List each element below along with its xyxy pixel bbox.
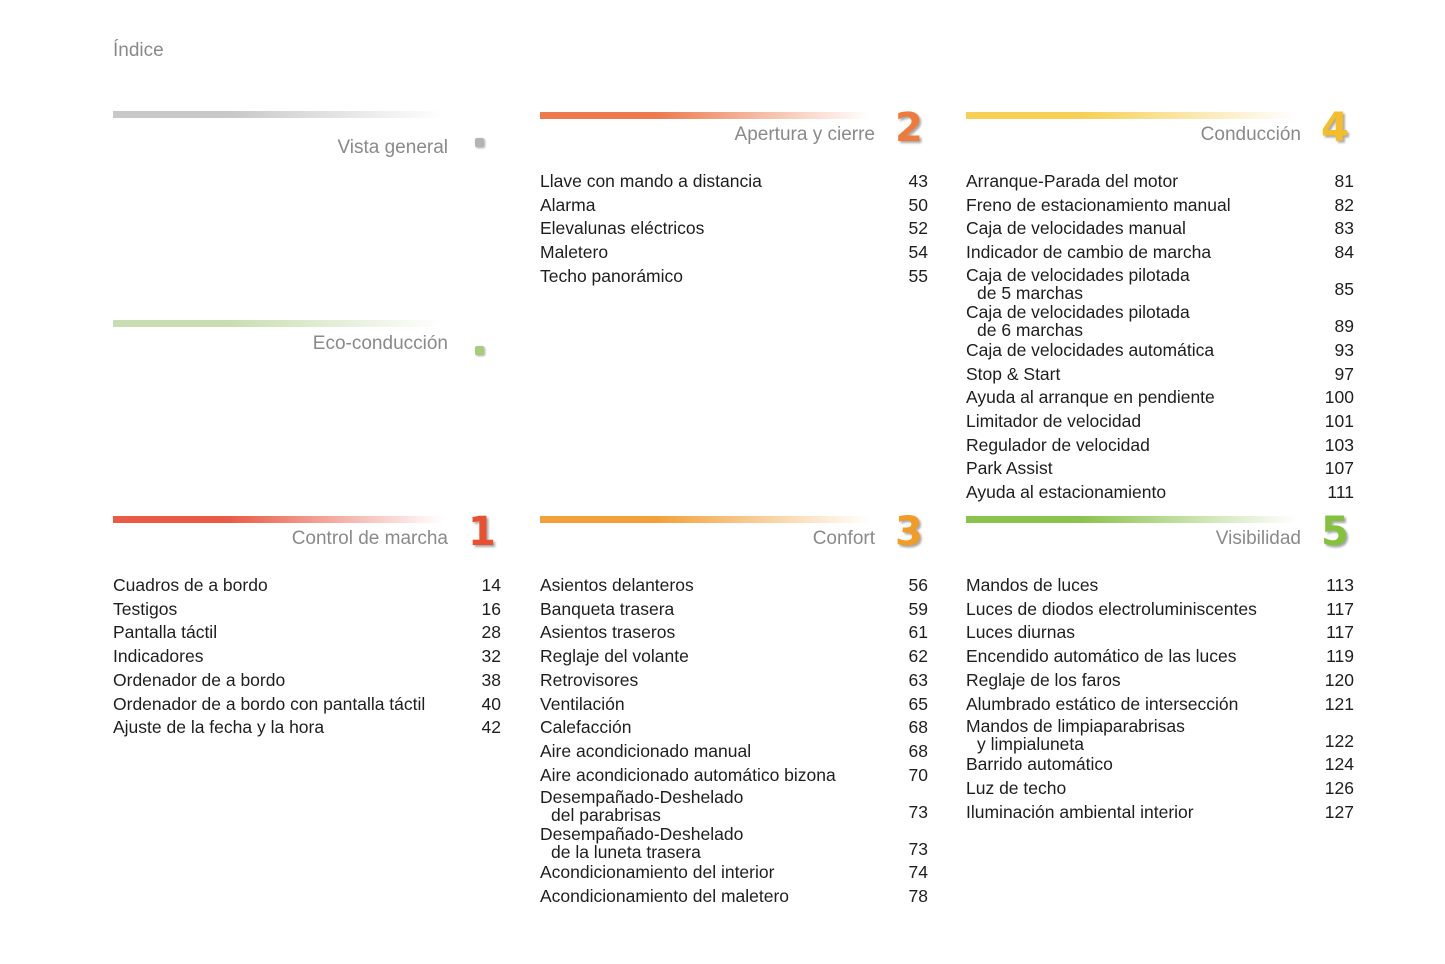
entry-page-number: 16 [481, 598, 501, 619]
section-title[interactable]: Apertura y cierre [734, 124, 875, 145]
toc-entry[interactable] [113, 574, 503, 598]
toc-entry[interactable] [966, 598, 1356, 622]
entry-page-number: 121 [1324, 693, 1354, 714]
toc-list [540, 574, 930, 909]
section-title[interactable]: Eco-conducción [312, 333, 448, 354]
toc-entry[interactable] [113, 716, 503, 740]
entry-label: Park Assist [966, 458, 1053, 479]
toc-entry[interactable] [113, 693, 503, 717]
entry-label: Ajuste de la fecha y la hora [113, 717, 325, 738]
entry-label-continued: y limpialuneta [977, 734, 1084, 755]
entry-label: Iluminación ambiental interior [966, 801, 1194, 822]
entry-label: Limitador de velocidad [966, 410, 1142, 431]
entry-page-number: 120 [1324, 669, 1354, 690]
toc-entry[interactable] [540, 764, 930, 788]
entry-page-number: 43 [908, 171, 928, 191]
toc-entry[interactable] [966, 669, 1356, 693]
toc-entry[interactable] [540, 217, 930, 241]
toc-entry[interactable] [540, 170, 930, 194]
section-title[interactable]: Conducción [1200, 124, 1301, 145]
toc-list [540, 170, 930, 289]
toc-entry[interactable] [966, 645, 1356, 669]
toc-entry[interactable] [966, 339, 1356, 363]
toc-entry[interactable] [540, 693, 930, 717]
entry-page-number: 42 [481, 717, 501, 738]
section-color-bar [113, 320, 443, 327]
entry-page-number: 111 [1327, 482, 1354, 503]
entry-page-number: 113 [1326, 575, 1354, 595]
section-title[interactable]: Visibilidad [1215, 528, 1301, 549]
section-color-bar [540, 516, 870, 523]
toc-entry[interactable] [966, 410, 1356, 434]
entry-label: Techo panorámico [540, 265, 683, 286]
toc-entry[interactable] [966, 457, 1356, 481]
toc-entry[interactable] [540, 716, 930, 740]
entry-page-number: 61 [908, 622, 928, 643]
entry-page-number: 55 [908, 265, 928, 286]
entry-label: Indicador de cambio de marcha [966, 242, 1212, 263]
toc-entry[interactable] [966, 302, 1356, 339]
entry-label: Aire acondicionado manual [540, 740, 752, 761]
section-color-bar [540, 112, 870, 119]
section-title[interactable]: Confort [812, 528, 875, 549]
entry-label: Ayuda al estacionamiento [966, 482, 1167, 503]
entry-label: Aire acondicionado automático bizona [540, 764, 836, 785]
entry-label: Mandos de luces [966, 575, 1099, 595]
entry-label: Ventilación [540, 693, 625, 714]
entry-page-number: 117 [1326, 598, 1354, 619]
entry-label: Alarma [540, 194, 596, 215]
entry-page-number: 100 [1324, 387, 1354, 408]
toc-entry[interactable] [540, 194, 930, 218]
section-title[interactable]: Control de marcha [291, 528, 448, 549]
entry-page-number: 28 [481, 622, 501, 643]
toc-entry[interactable] [113, 598, 503, 622]
entry-label: Encendido automático de las luces [966, 646, 1237, 667]
entry-page-number: 83 [1334, 218, 1354, 239]
toc-entry[interactable] [540, 241, 930, 265]
entry-label: Barrido automático [966, 754, 1113, 775]
toc-entry[interactable] [540, 598, 930, 622]
toc-entry[interactable] [966, 241, 1356, 265]
toc-entry[interactable] [540, 265, 930, 289]
section-number-badge: 2 [895, 105, 923, 151]
entry-label: Calefacción [540, 717, 632, 738]
entry-label: Mandos de limpiaparabrisas [966, 716, 1185, 737]
toc-entry[interactable] [966, 801, 1356, 825]
toc-entry[interactable] [540, 740, 930, 764]
section-marker-icon [475, 138, 484, 147]
entry-page-number: 59 [908, 598, 928, 619]
section-color-bar [113, 111, 443, 118]
entry-label: Testigos [113, 598, 178, 619]
entry-page-number: 65 [908, 693, 928, 714]
entry-page-number: 32 [481, 646, 501, 667]
entry-label: Asientos delanteros [540, 575, 694, 595]
entry-label: Ordenador de a bordo con pantalla táctil [113, 693, 426, 714]
toc-entry[interactable] [966, 386, 1356, 410]
toc-entry[interactable] [966, 716, 1356, 753]
toc-entry[interactable] [966, 434, 1356, 458]
entry-label: Desempañado-Deshelado [540, 787, 744, 808]
toc-entry[interactable] [113, 669, 503, 693]
toc-list [966, 574, 1356, 824]
entry-label: Asientos traseros [540, 622, 676, 643]
entry-page-number: 101 [1324, 410, 1354, 431]
entry-page-number: 50 [908, 194, 928, 215]
toc-entry[interactable] [540, 669, 930, 693]
entry-label: Pantalla táctil [113, 622, 218, 643]
entry-label: Desempañado-Deshelado [540, 824, 744, 845]
entry-page-number: 124 [1324, 754, 1354, 775]
entry-page-number: 78 [908, 886, 928, 907]
entry-label: Arranque-Parada del motor [966, 171, 1179, 191]
entry-page-number: 68 [908, 717, 928, 738]
section-color-bar [966, 112, 1296, 119]
toc-entry[interactable] [113, 621, 503, 645]
entry-page-number: 127 [1324, 801, 1354, 822]
entry-label: Regulador de velocidad [966, 434, 1150, 455]
page-title: Índice [113, 40, 164, 61]
entry-label: Freno de estacionamiento manual [966, 194, 1231, 215]
entry-page-number: 70 [908, 764, 928, 785]
entry-label-continued: de 5 marchas [977, 282, 1084, 303]
entry-label: Acondicionamiento del maletero [540, 886, 790, 907]
entry-page-number: 14 [481, 575, 501, 595]
toc-entry[interactable] [540, 861, 930, 885]
entry-page-number: 122 [1324, 730, 1354, 751]
entry-label: Retrovisores [540, 669, 639, 690]
entry-page-number: 103 [1324, 434, 1354, 455]
entry-label: Caja de velocidades manual [966, 218, 1186, 239]
toc-entry[interactable] [540, 824, 930, 861]
entry-page-number: 85 [1334, 279, 1354, 300]
entry-page-number: 89 [1334, 316, 1354, 337]
entry-page-number: 68 [908, 740, 928, 761]
entry-label: Luces diurnas [966, 622, 1075, 643]
toc-entry[interactable] [966, 217, 1356, 241]
entry-page-number: 126 [1324, 777, 1354, 798]
entry-page-number: 119 [1326, 646, 1354, 667]
entry-label-continued: de la luneta trasera [551, 842, 701, 863]
entry-label: Acondicionamiento del interior [540, 862, 775, 883]
entry-label: Luz de techo [966, 777, 1067, 798]
entry-page-number: 81 [1334, 171, 1354, 191]
entry-label: Alumbrado estático de intersección [966, 693, 1239, 714]
entry-page-number: 62 [908, 646, 928, 667]
entry-page-number: 73 [908, 838, 928, 859]
entry-label: Ordenador de a bordo [113, 669, 286, 690]
entry-page-number: 74 [908, 862, 928, 883]
toc-entry[interactable] [966, 574, 1356, 598]
entry-page-number: 107 [1324, 458, 1354, 479]
entry-label: Caja de velocidades pilotada [966, 264, 1190, 285]
entry-label: Indicadores [113, 646, 204, 667]
entry-label: Caja de velocidades pilotada [966, 301, 1190, 322]
toc-entry[interactable] [540, 574, 930, 598]
toc-entry[interactable] [540, 621, 930, 645]
section-number-badge: 3 [895, 509, 923, 555]
entry-page-number: 52 [908, 218, 928, 239]
entry-page-number: 63 [908, 669, 928, 690]
entry-label: Maletero [540, 242, 609, 263]
toc-entry[interactable] [966, 777, 1356, 801]
entry-page-number: 56 [908, 575, 928, 595]
section-number-badge: 4 [1321, 105, 1349, 151]
toc-list [113, 574, 503, 740]
entry-label-continued: del parabrisas [551, 805, 661, 826]
toc-entry[interactable] [540, 787, 930, 824]
toc-entry[interactable] [966, 753, 1356, 777]
section-title[interactable]: Vista general [337, 137, 448, 158]
toc-entry[interactable] [966, 194, 1356, 218]
entry-label: Llave con mando a distancia [540, 171, 762, 191]
toc-entry[interactable] [113, 645, 503, 669]
entry-label: Caja de velocidades automática [966, 339, 1215, 360]
entry-page-number: 38 [481, 669, 501, 690]
toc-entry[interactable] [540, 645, 930, 669]
entry-label: Elevalunas eléctricos [540, 218, 705, 239]
entry-label-continued: de 6 marchas [977, 319, 1084, 340]
section-marker-icon [475, 346, 484, 355]
entry-page-number: 82 [1334, 194, 1354, 215]
entry-label: Stop & Start [966, 363, 1061, 384]
entry-label: Reglaje del volante [540, 646, 689, 667]
toc-entry[interactable] [966, 170, 1356, 194]
section-color-bar [966, 516, 1296, 523]
entry-label: Cuadros de a bordo [113, 575, 268, 595]
entry-label: Reglaje de los faros [966, 669, 1121, 690]
section-number-badge: 1 [468, 509, 496, 555]
entry-label: Banqueta trasera [540, 598, 675, 619]
toc-list [966, 170, 1356, 505]
section-color-bar [113, 516, 443, 523]
entry-page-number: 84 [1334, 242, 1354, 263]
toc-entry[interactable] [966, 621, 1356, 645]
entry-page-number: 54 [908, 242, 928, 263]
entry-page-number: 97 [1334, 363, 1354, 384]
toc-entry[interactable] [966, 363, 1356, 387]
toc-entry[interactable] [540, 885, 930, 909]
toc-entry[interactable] [966, 265, 1356, 302]
toc-entry[interactable] [966, 693, 1356, 717]
section-number-badge: 5 [1321, 509, 1349, 555]
entry-label: Ayuda al arranque en pendiente [966, 387, 1215, 408]
toc-entry[interactable] [966, 481, 1356, 505]
entry-page-number: 117 [1326, 622, 1354, 643]
entry-page-number: 93 [1334, 339, 1354, 360]
entry-label: Luces de diodos electroluminiscentes [966, 598, 1257, 619]
entry-page-number: 40 [481, 693, 501, 714]
entry-page-number: 73 [908, 801, 928, 822]
